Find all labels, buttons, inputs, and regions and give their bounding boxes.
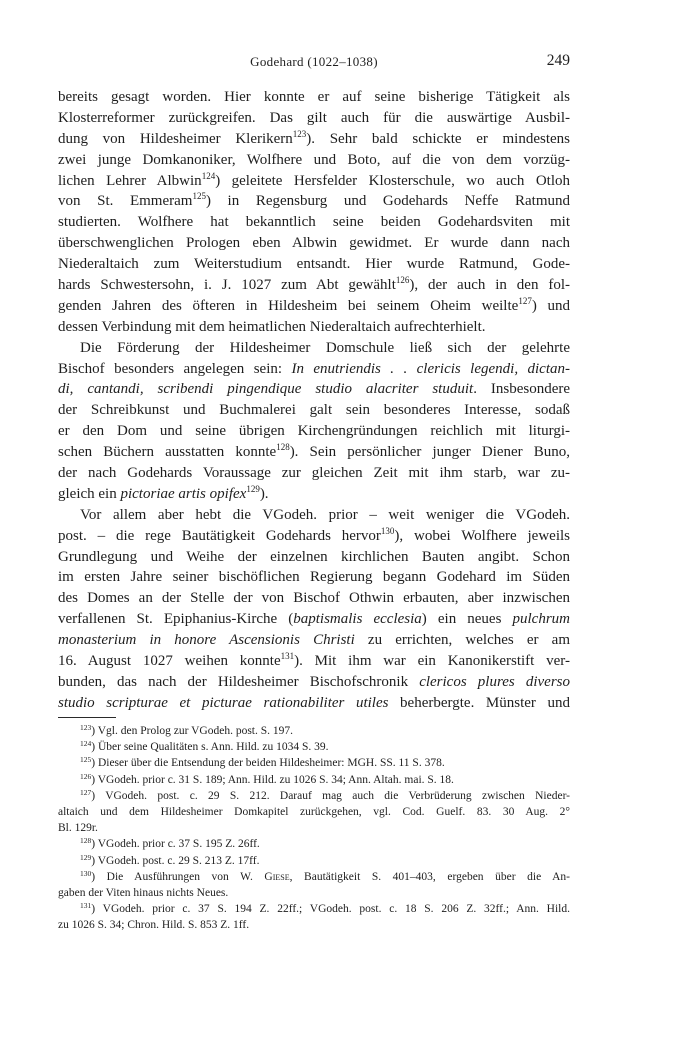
body-line: gleich ein pictoriae artis opifex$^{129}$).: [58, 483, 269, 502]
footnote-line: Bl. 129r.: [58, 822, 98, 835]
footnote-line: $^{125}$) Dieser über die Entsendung der beiden Hildesheimer: MGH. SS. 11 S. 378.: [80, 755, 445, 770]
body-line: bereits gesagt worden. Hier konnte er auf seine bisherige Tätigkeit als: [58, 89, 570, 105]
footnotes: [58, 723, 570, 933]
body-line: bunden, das nach der Hildesheimer Bischofschronik clericos plures diverso: [58, 673, 570, 690]
body-line: Klosterreformer zurückgreifen. Das gilt auch für die auswärtige Ausbil-: [58, 109, 570, 126]
page-number: 249: [546, 52, 570, 69]
footnote-line: $^{126}$) VGodeh. prior c. 31 S. 189; Ann. Hild. zu 1026 S. 34; Ann. Altah. mai. S. 18.: [80, 771, 454, 786]
footnote-line: $^{129}$) VGodeh. post. c. 29 S. 213 Z. 17ff.: [80, 852, 260, 867]
body-line: im ersten Jahre seiner bischöflichen Regierung begann Godehard im Süden: [58, 569, 570, 586]
body-line: er den Dom und seine übrigen Kirchengründungen reichlich mit liturgi-: [58, 423, 570, 440]
footnote-line: $^{123}$) Vgl. den Prolog zur VGodeh. post. S. 197.: [80, 723, 294, 737]
body-line: dung von Hildesheimer Klerikern$^{123}$). Sehr bald schickte er mindestens: [58, 128, 571, 147]
body-line: Vor allem aber hebt die VGodeh. prior – weit weniger die VGodeh.: [80, 506, 570, 523]
footnote-line: $^{124}$) Über seine Qualitäten s. Ann. Hild. zu 1034 S. 39.: [80, 739, 329, 754]
body-line: 16. August 1027 weihen konnte$^{131}$). Mit ihm war ein Kanonikerstift ver-: [58, 651, 570, 670]
body-line: hards Schwestersohn, i. J. 1027 zum Abt gewählt$^{126}$), der auch in den fol-: [58, 275, 570, 294]
body-line: di, cantandi, scribendi pingendique studio alacriter studuit. Insbesondere: [58, 381, 570, 398]
body-line: schen Büchern ausstatten konnte$^{128}$). Sein persönlicher junger Diener Buno,: [58, 442, 571, 461]
footnote-line: gaben der Viten hinaus nichts Neues.: [58, 886, 229, 899]
body-line: genden Jahren des öfteren in Hildesheim bei seinem Oheim weilte$^{127}$) und: [58, 295, 571, 314]
footnote-line: $^{131}$) VGodeh. prior c. 37 S. 194 Z. 22ff.; VGodeh. post. c. 18 S. 206 Z. 32ff.; Ann. Hild.: [80, 901, 570, 916]
body-line: zwei junge Domkanoniker, Wolfhere und Boto, auf die von dem vorzüg-: [58, 151, 570, 168]
body-line: studio scripturae et picturae rationabiliter utiles beherbergte. Münster und: [58, 694, 570, 711]
body-line: verfallenen St. Epiphanius-Kirche (baptismalis ecclesia) ein neues pulchrum: [58, 611, 570, 628]
body-line: von St. Emmeram$^{125}$) in Regensburg und Godehards Neffe Ratmund: [58, 191, 570, 210]
footnote-line: $^{130}$) Die Ausführungen von W. Giese, Bautätigkeit S. 401–403, ergeben über die An-: [80, 868, 570, 883]
body-line: Die Förderung der Hildesheimer Domschule ließ sich der gelehrte: [80, 339, 570, 356]
footnote-line: altaich und dem Hildesheimer Domkapitel zurückgehen, vgl. Cod. Guelf. 83. 30 Aug. 2°: [58, 805, 570, 818]
body-line: der nach Godehards Voraussage zur gleichen Zeit mit ihm starb, war zu-: [58, 465, 570, 482]
body-line: Bischof besonders angelegen sein: In enutriendis . . clericis legendi, dictan-: [58, 360, 570, 377]
body-line: Niederaltaich zum Weiterstudium entsandt. Hier wurde Ratmund, Gode-: [58, 256, 570, 273]
body-line: Grundlegung und Weihe der einzelnen kirchlichen Bauten angibt. Schon: [58, 548, 570, 565]
running-head: [58, 52, 570, 74]
body-line: überschwenglichen Prologen eben Albwin gewidmet. Er wurde dann nach: [58, 235, 570, 252]
body-line: studierten. Wolfhere hat bekanntlich seine beiden Godehardsviten mit: [58, 214, 570, 231]
body-line: dessen Verbindung mit dem heimatlichen Niederaltaich aufrechterhielt.: [58, 318, 486, 335]
body-line: post. – die rege Bautätigkeit Godehards hervor$^{130}$), wobei Wolfhere jeweils: [58, 525, 570, 544]
running-title: Godehard (1022–1038): [250, 54, 378, 69]
body-line: der Schreibkunst und Buchmalerei galt sein besonderes Interesse, sodaß: [58, 402, 570, 419]
footnote-line: $^{128}$) VGodeh. prior c. 37 S. 195 Z. 26ff.: [80, 836, 260, 851]
body-line: des Domes an der Stelle der von Bischof Othwin erbauten, aber inzwischen: [58, 590, 570, 607]
footnote-line: zu 1026 S. 34; Chron. Hild. S. 853 Z. 1ff.: [58, 919, 250, 932]
body-text: [58, 87, 570, 714]
body-line: monasterium in honore Ascensionis Christi zu errichten, welches er am: [58, 632, 570, 649]
footnote-divider: [58, 717, 116, 718]
footnote-line: $^{127}$) VGodeh. post. c. 29 S. 212. Darauf mag auch die Verbrüderung zwischen Nieder-: [80, 787, 570, 802]
body-line: lichen Lehrer Albwin$^{124}$) geleitete Hersfelder Klosterschule, wo auch Otloh: [58, 170, 570, 189]
